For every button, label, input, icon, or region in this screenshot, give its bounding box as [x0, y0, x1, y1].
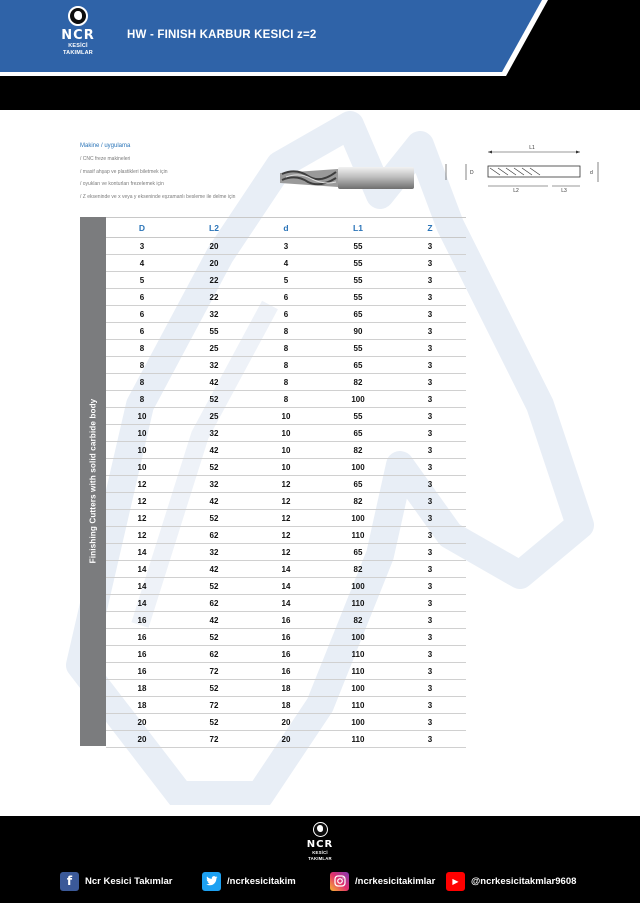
table-row: [106, 629, 466, 646]
table-cell: 16: [250, 629, 322, 646]
table-cell: 42: [178, 493, 250, 510]
table-cell: 82: [322, 374, 394, 391]
facebook-label: Ncr Kesici Takımlar: [85, 875, 173, 887]
table-side-label: Finishing Cutters with solid carbide body: [88, 398, 98, 564]
table-cell: 14: [106, 578, 178, 595]
table-cell: 8: [106, 340, 178, 357]
table-cell: 52: [178, 459, 250, 476]
dim-label-D: D: [470, 170, 474, 176]
table-cell: 14: [250, 561, 322, 578]
table-cell: 8: [250, 357, 322, 374]
table-cell: 6: [106, 323, 178, 340]
table-row: [106, 612, 466, 629]
table-cell: 100: [322, 459, 394, 476]
table-cell: 20: [178, 238, 250, 255]
table-cell: 14: [106, 544, 178, 561]
table-cell: 3: [394, 697, 466, 714]
table-cell: 100: [322, 391, 394, 408]
info-line: / Z ekseninde ve x veya y ekseninde eşzamanlı besleme ile delme için: [80, 193, 236, 200]
facebook-icon: f: [60, 872, 79, 891]
table-cell: 10: [106, 425, 178, 442]
table-cell: 12: [250, 544, 322, 561]
twitter-icon: [202, 872, 221, 891]
table-cell: 3: [394, 255, 466, 272]
footer-logo[interactable]: [302, 822, 338, 862]
info-line: / CNC freze makineleri: [80, 156, 131, 162]
table-cell: 8: [250, 374, 322, 391]
company-logo[interactable]: [56, 6, 100, 64]
table-cell: 110: [322, 646, 394, 663]
table-cell: 62: [178, 595, 250, 612]
dim-label-d: d: [590, 170, 593, 176]
table-cell: 8: [106, 357, 178, 374]
table-cell: 18: [106, 680, 178, 697]
table-cell: 55: [322, 289, 394, 306]
table-cell: 8: [106, 374, 178, 391]
table-cell: 12: [106, 493, 178, 510]
table-cell: 8: [250, 391, 322, 408]
info-line: / masif ahşap ve plastikleri biletmek için: [80, 168, 168, 175]
table-row: [106, 544, 466, 561]
table-cell: 14: [250, 578, 322, 595]
table-cell: 3: [394, 629, 466, 646]
table-cell: 16: [250, 663, 322, 680]
twitter-link[interactable]: [202, 871, 296, 891]
table-cell: 65: [322, 425, 394, 442]
table-cell: 32: [178, 544, 250, 561]
table-cell: 32: [178, 425, 250, 442]
table-cell: 3: [394, 595, 466, 612]
table-cell: 82: [322, 561, 394, 578]
table-cell: 3: [394, 340, 466, 357]
table-cell: 5: [250, 272, 322, 289]
horse-logo-icon: [313, 822, 328, 837]
table-cell: 3: [394, 493, 466, 510]
table-cell: 62: [178, 527, 250, 544]
table-cell: 52: [178, 629, 250, 646]
youtube-icon: ▶: [446, 872, 465, 891]
table-cell: 42: [178, 612, 250, 629]
table-cell: 42: [178, 561, 250, 578]
table-row: [106, 425, 466, 442]
table-cell: 16: [106, 629, 178, 646]
table-cell: 4: [250, 255, 322, 272]
table-cell: 10: [106, 459, 178, 476]
table-cell: 100: [322, 578, 394, 595]
table-cell: 52: [178, 578, 250, 595]
table-cell: 3: [394, 646, 466, 663]
table-row: [106, 323, 466, 340]
table-row: [106, 408, 466, 425]
table-cell: 12: [250, 527, 322, 544]
table-cell: 5: [106, 272, 178, 289]
spec-table-block: [80, 217, 466, 746]
table-row: [106, 731, 466, 748]
table-cell: 3: [394, 612, 466, 629]
table-cell: 8: [106, 391, 178, 408]
table-cell: 55: [322, 255, 394, 272]
table-cell: 82: [322, 442, 394, 459]
table-cell: 72: [178, 663, 250, 680]
table-row: [106, 697, 466, 714]
table-cell: 100: [322, 680, 394, 697]
table-row: [106, 646, 466, 663]
table-cell: 3: [394, 476, 466, 493]
table-cell: 6: [250, 289, 322, 306]
spec-table: [106, 217, 466, 748]
table-cell: 110: [322, 663, 394, 680]
info-line: / oyukları ve konturları frezelemek için: [80, 181, 164, 187]
table-row: [106, 493, 466, 510]
table-cell: 3: [394, 459, 466, 476]
table-cell: 3: [394, 306, 466, 323]
table-row: [106, 476, 466, 493]
table-cell: 20: [250, 714, 322, 731]
twitter-label: /ncrkesicitakim: [227, 875, 296, 887]
table-cell: 22: [178, 289, 250, 306]
table-cell: 3: [394, 442, 466, 459]
table-cell: 65: [322, 544, 394, 561]
table-row: [106, 238, 466, 255]
table-cell: 52: [178, 391, 250, 408]
table-cell: 14: [106, 561, 178, 578]
cutter-image: [276, 164, 416, 192]
table-cell: 100: [322, 714, 394, 731]
info-title: Makine / uygulama: [80, 143, 131, 149]
column-header: D: [106, 218, 178, 238]
table-cell: 65: [322, 357, 394, 374]
table-cell: 3: [394, 391, 466, 408]
table-cell: 16: [106, 663, 178, 680]
table-cell: 3: [394, 680, 466, 697]
table-cell: 8: [250, 323, 322, 340]
header-bar: [0, 0, 640, 110]
table-cell: 3: [106, 238, 178, 255]
table-cell: 3: [394, 510, 466, 527]
table-cell: 22: [178, 272, 250, 289]
table-cell: 72: [178, 697, 250, 714]
column-header: d: [250, 218, 322, 238]
table-cell: 6: [106, 306, 178, 323]
table-cell: 18: [250, 680, 322, 697]
table-row: [106, 663, 466, 680]
table-cell: 32: [178, 476, 250, 493]
table-cell: 4: [106, 255, 178, 272]
instagram-icon: [330, 872, 349, 891]
table-cell: 3: [394, 714, 466, 731]
logo-text: NCR: [61, 28, 95, 43]
table-row: [106, 272, 466, 289]
table-cell: 110: [322, 731, 394, 748]
footer-logo-subtitle: KESİCİ TAKIMLAR: [308, 850, 332, 861]
table-cell: 16: [106, 612, 178, 629]
table-cell: 20: [106, 714, 178, 731]
table-cell: 25: [178, 408, 250, 425]
table-cell: 3: [394, 408, 466, 425]
dim-label-l1: L1: [529, 145, 535, 151]
table-cell: 42: [178, 442, 250, 459]
table-cell: 10: [250, 442, 322, 459]
table-cell: 14: [106, 595, 178, 612]
table-cell: 55: [322, 408, 394, 425]
table-cell: 20: [250, 731, 322, 748]
instagram-label: /ncrkesicitakimlar: [355, 875, 436, 887]
table-cell: 8: [250, 340, 322, 357]
table-cell: 110: [322, 527, 394, 544]
facebook-link[interactable]: [60, 871, 172, 891]
table-cell: 65: [322, 306, 394, 323]
table-cell: 10: [106, 408, 178, 425]
table-row: [106, 340, 466, 357]
table-cell: 3: [394, 289, 466, 306]
table-cell: 12: [250, 476, 322, 493]
table-row: [106, 714, 466, 731]
column-header: L1: [322, 218, 394, 238]
table-cell: 12: [250, 510, 322, 527]
table-cell: 32: [178, 306, 250, 323]
table-side-band: [80, 217, 106, 746]
footer-logo-text: NCR: [306, 839, 334, 850]
table-cell: 55: [178, 323, 250, 340]
table-cell: 16: [250, 612, 322, 629]
table-cell: 16: [106, 646, 178, 663]
table-row: [106, 561, 466, 578]
table-cell: 100: [322, 510, 394, 527]
table-row: [106, 459, 466, 476]
table-cell: 82: [322, 493, 394, 510]
table-cell: 3: [394, 663, 466, 680]
table-cell: 82: [322, 612, 394, 629]
table-cell: 55: [322, 340, 394, 357]
table-cell: 55: [322, 238, 394, 255]
table-cell: 18: [106, 697, 178, 714]
table-body: [106, 238, 466, 748]
table-cell: 55: [322, 272, 394, 289]
table-cell: 3: [394, 561, 466, 578]
dimension-drawing: [440, 140, 610, 200]
table-row: [106, 255, 466, 272]
table-cell: 10: [250, 408, 322, 425]
logo-subtitle: KESİCİ TAKIMLAR: [63, 43, 93, 56]
table-cell: 90: [322, 323, 394, 340]
table-cell: 3: [394, 527, 466, 544]
table-row: [106, 510, 466, 527]
table-cell: 3: [394, 238, 466, 255]
table-cell: 14: [250, 595, 322, 612]
table-row: [106, 306, 466, 323]
table-cell: 10: [106, 442, 178, 459]
table-row: [106, 680, 466, 697]
table-row: [106, 578, 466, 595]
table-cell: 10: [250, 425, 322, 442]
table-row: [106, 527, 466, 544]
table-cell: 42: [178, 374, 250, 391]
table-row: [106, 374, 466, 391]
table-cell: 110: [322, 595, 394, 612]
table-cell: 65: [322, 476, 394, 493]
table-row: [106, 442, 466, 459]
table-cell: 12: [106, 476, 178, 493]
instagram-link[interactable]: [330, 871, 435, 891]
table-cell: 16: [250, 646, 322, 663]
table-cell: 3: [394, 374, 466, 391]
table-row: [106, 289, 466, 306]
table-cell: 18: [250, 697, 322, 714]
table-cell: 6: [106, 289, 178, 306]
table-header-row: [106, 218, 466, 238]
table-cell: 3: [394, 357, 466, 374]
table-cell: 3: [394, 323, 466, 340]
youtube-label: @ncrkesicitakmlar9608: [471, 875, 577, 887]
table-cell: 52: [178, 680, 250, 697]
youtube-link[interactable]: [446, 871, 576, 891]
table-cell: 32: [178, 357, 250, 374]
table-cell: 20: [178, 255, 250, 272]
table-row: [106, 595, 466, 612]
table-cell: 72: [178, 731, 250, 748]
table-row: [106, 391, 466, 408]
table-cell: 100: [322, 629, 394, 646]
table-cell: 3: [394, 578, 466, 595]
table-cell: 110: [322, 697, 394, 714]
table-cell: 3: [394, 425, 466, 442]
table-cell: 52: [178, 510, 250, 527]
table-cell: 12: [106, 527, 178, 544]
table-cell: 10: [250, 459, 322, 476]
column-header: L2: [178, 218, 250, 238]
table-cell: 3: [394, 731, 466, 748]
table-cell: 20: [106, 731, 178, 748]
table-cell: 3: [394, 272, 466, 289]
table-cell: 3: [394, 544, 466, 561]
table-cell: 52: [178, 714, 250, 731]
page-title: HW - FINISH KARBUR KESICI z=2: [127, 29, 317, 41]
table-cell: 6: [250, 306, 322, 323]
horse-logo-icon: [68, 6, 88, 26]
footer-bar: [0, 816, 640, 903]
dim-label-l2: L2: [513, 188, 519, 194]
column-header: Z: [394, 218, 466, 238]
table-cell: 62: [178, 646, 250, 663]
table-row: [106, 357, 466, 374]
table-cell: 3: [250, 238, 322, 255]
table-cell: 25: [178, 340, 250, 357]
table-cell: 12: [106, 510, 178, 527]
dim-label-l3: L3: [561, 188, 567, 194]
table-cell: 12: [250, 493, 322, 510]
